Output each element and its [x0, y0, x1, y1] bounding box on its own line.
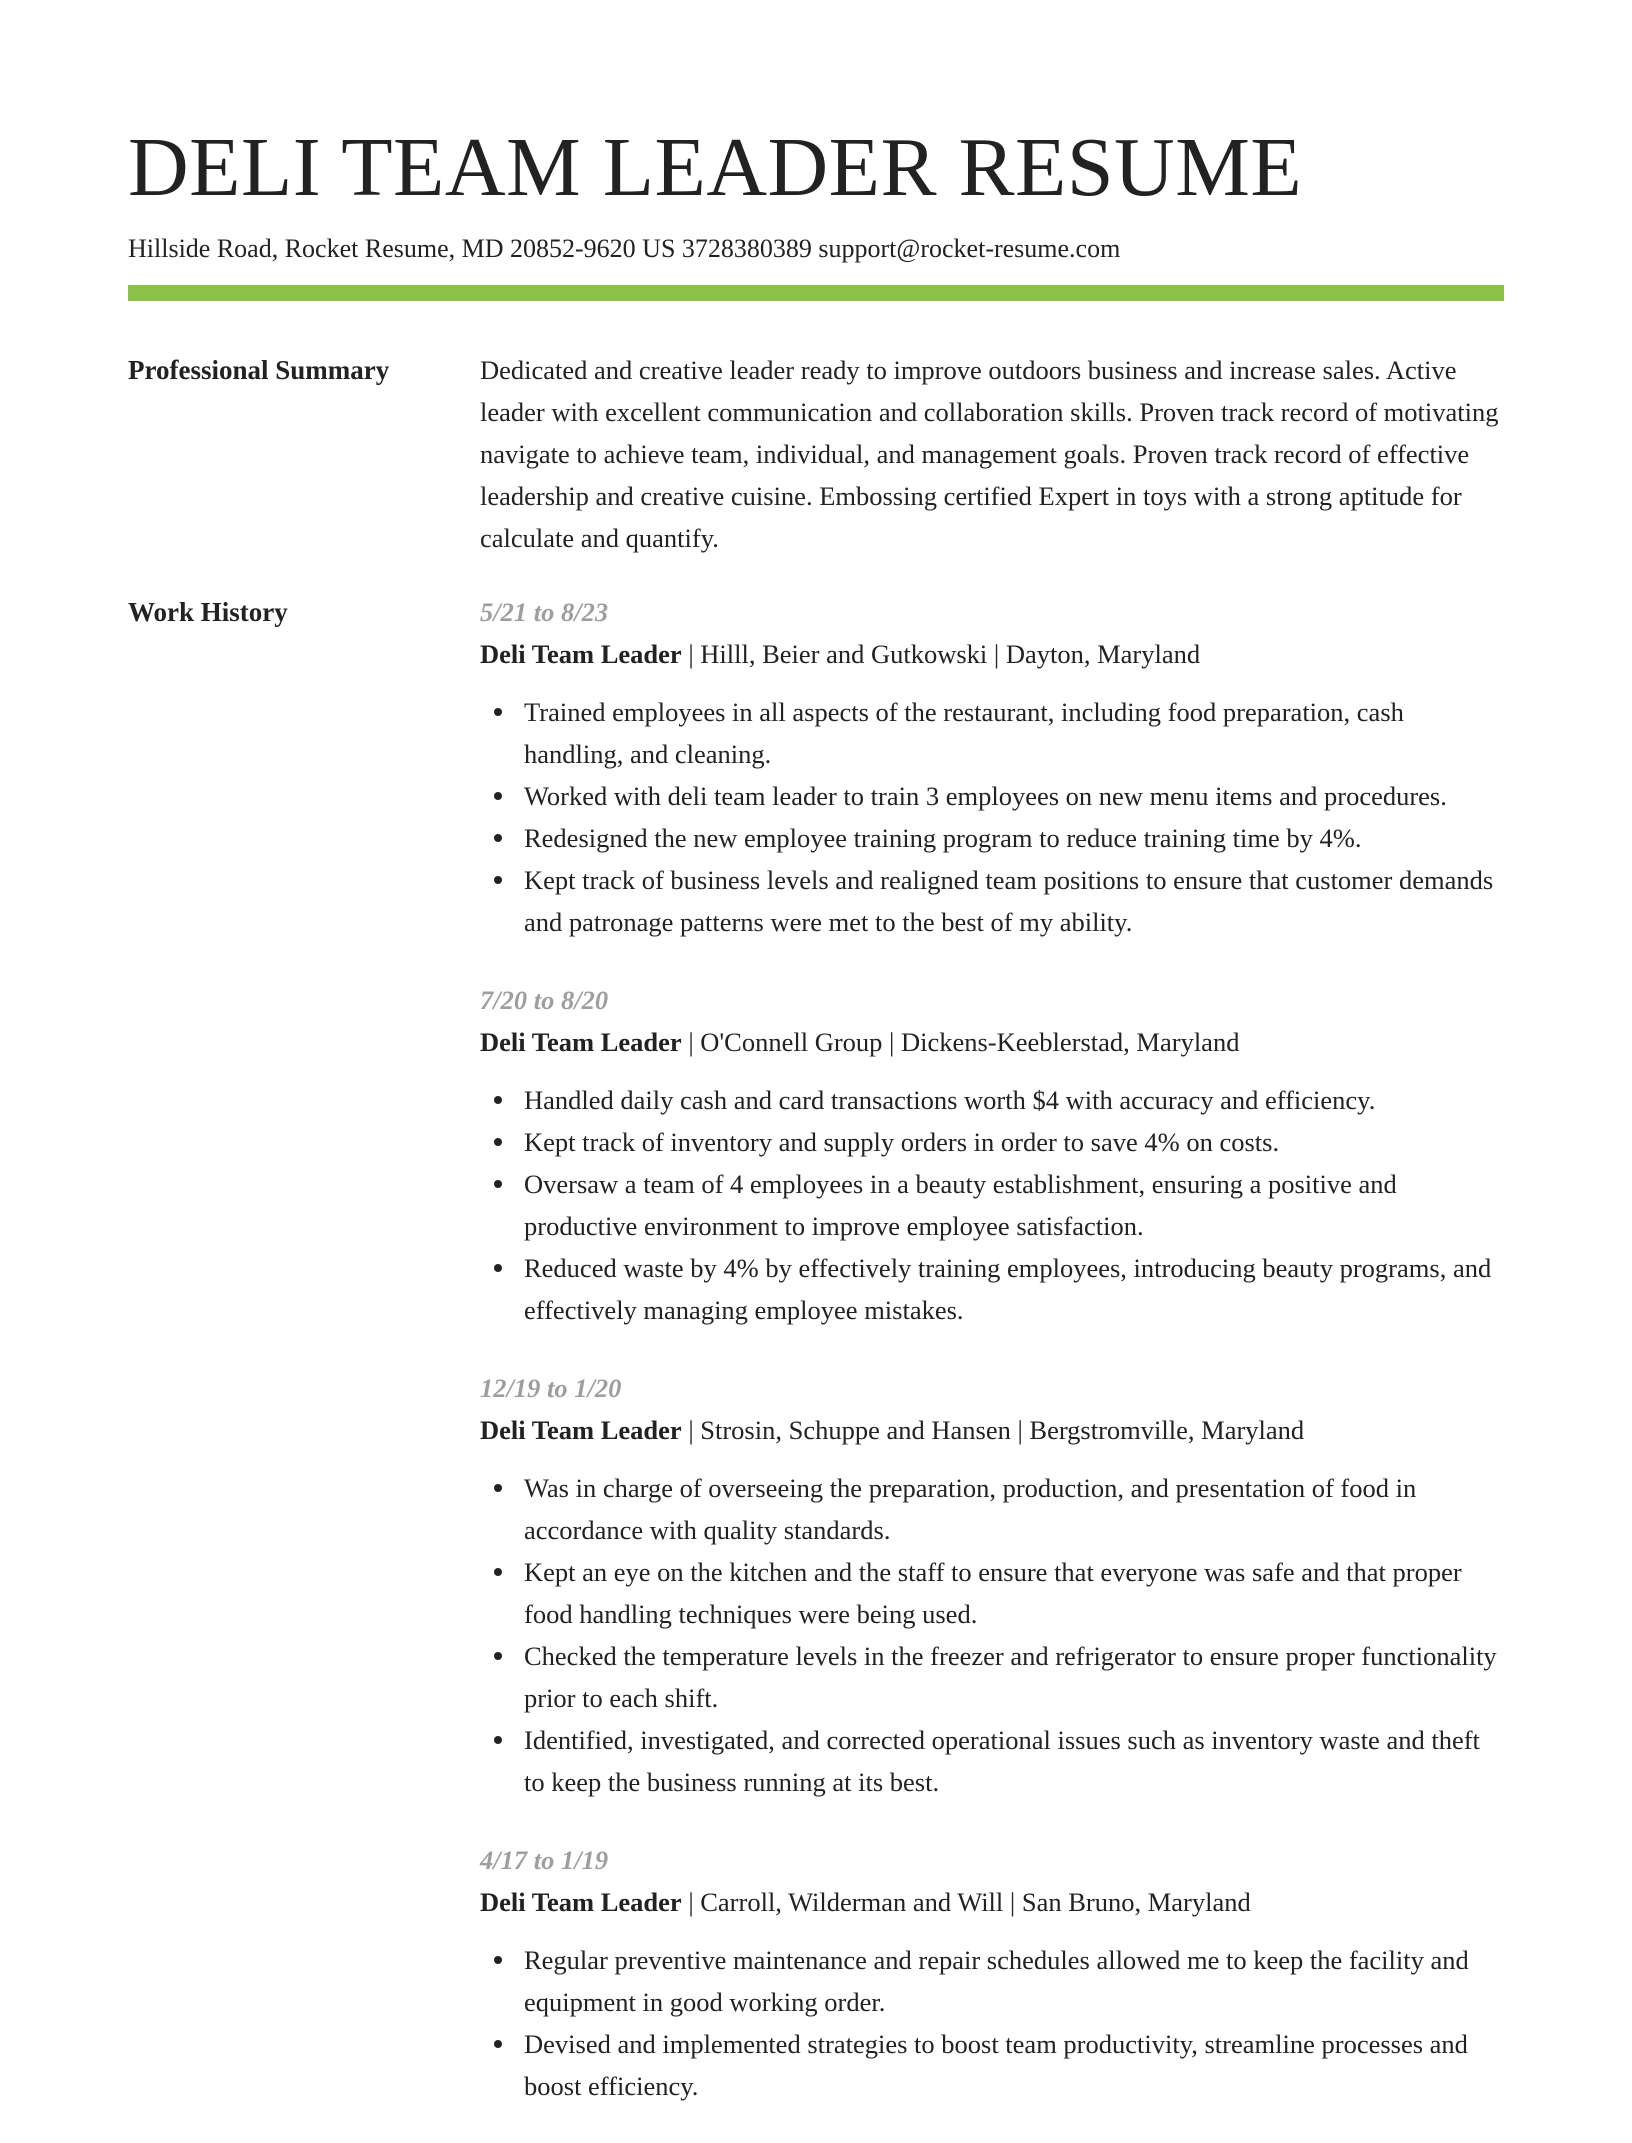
job-dates: 12/19 to 1/20 — [480, 1373, 622, 1403]
job-entry — [480, 591, 1504, 943]
job-dates: 7/20 to 8/20 — [480, 985, 609, 1015]
section-label-professional-summary: Professional Summary — [128, 355, 390, 385]
summary-paragraph: Dedicated and creative leader ready to improve outdoors business and increase sales. Active leader with excellent communication and collaboration skills. Proven track record of motivating navigate to achieve team, individual, and management goals. Proven track record of effective leadership and creative cuisine. Embossing certified Expert in toys with a strong aptitude for calculate and quantify. — [480, 355, 1499, 553]
job-dates: 4/17 to 1/19 — [480, 1845, 609, 1875]
job-employer-location: | Strosin, Schuppe and Hansen | Bergstromville, Maryland — [681, 1415, 1305, 1445]
job-employer-location: | Hilll, Beier and Gutkowski | Dayton, Maryland — [681, 639, 1201, 669]
job-bullet-list — [480, 1939, 1504, 2107]
contact-line: Hillside Road, Rocket Resume, MD 20852-9620 US 3728380389 support@rocket-resume.com — [128, 234, 1121, 263]
accent-divider — [128, 285, 1504, 301]
job-bullet-list — [480, 1079, 1504, 1331]
job-bullet: Reduced waste by 4% by effectively training employees, introducing beauty programs, and effectively managing employee mistakes. — [524, 1247, 1504, 1331]
job-header — [480, 1021, 1504, 1063]
job-dates: 5/21 to 8/23 — [480, 597, 609, 627]
job-header — [480, 1409, 1504, 1451]
job-bullet: Worked with deli team leader to train 3 employees on new menu items and procedures. — [524, 775, 1504, 817]
job-bullet-list — [480, 1467, 1504, 1803]
work-history-section — [480, 591, 1504, 2143]
job-bullet: Oversaw a team of 4 employees in a beauty establishment, ensuring a positive and productive environment to improve employee satisfaction. — [524, 1163, 1504, 1247]
job-bullet: Kept track of business levels and realigned team positions to ensure that customer demands and patronage patterns were met to the best of my ability. — [524, 859, 1504, 943]
job-entry — [480, 1839, 1504, 2107]
resume-title: DELI TEAM LEADER RESUME — [128, 121, 1303, 214]
job-bullet: Was in charge of overseeing the preparation, production, and presentation of food in accordance with quality standards. — [524, 1467, 1504, 1551]
job-bullet: Checked the temperature levels in the freezer and refrigerator to ensure proper functionality prior to each shift. — [524, 1635, 1504, 1719]
job-header — [480, 1881, 1504, 1923]
job-bullet: Kept track of inventory and supply orders in order to save 4% on costs. — [524, 1121, 1504, 1163]
job-employer-location: | O'Connell Group | Dickens-Keeblerstad, Maryland — [681, 1027, 1240, 1057]
job-entry — [480, 979, 1504, 1331]
job-employer-location: | Carroll, Wilderman and Will | San Bruno, Maryland — [681, 1887, 1251, 1917]
job-title: Deli Team Leader — [480, 1415, 682, 1445]
job-bullet: Regular preventive maintenance and repair schedules allowed me to keep the facility and equipment in good working order. — [524, 1939, 1504, 2023]
professional-summary-section — [480, 349, 1504, 559]
job-title: Deli Team Leader — [480, 639, 682, 669]
job-bullet: Handled daily cash and card transactions worth $4 with accuracy and efficiency. — [524, 1079, 1504, 1121]
job-bullet-list — [480, 691, 1504, 943]
job-title: Deli Team Leader — [480, 1027, 682, 1057]
job-bullet: Kept an eye on the kitchen and the staff to ensure that everyone was safe and that proper food handling techniques were being used. — [524, 1551, 1504, 1635]
job-bullet: Identified, investigated, and corrected operational issues such as inventory waste and theft to keep the business running at its best. — [524, 1719, 1504, 1803]
job-bullet: Redesigned the new employee training program to reduce training time by 4%. — [524, 817, 1504, 859]
job-header — [480, 633, 1504, 675]
job-entry — [480, 1367, 1504, 1803]
job-bullet: Trained employees in all aspects of the restaurant, including food preparation, cash handling, and cleaning. — [524, 691, 1504, 775]
section-label-work-history: Work History — [128, 597, 288, 627]
job-title: Deli Team Leader — [480, 1887, 682, 1917]
job-bullet: Devised and implemented strategies to boost team productivity, streamline processes and boost efficiency. — [524, 2023, 1504, 2107]
